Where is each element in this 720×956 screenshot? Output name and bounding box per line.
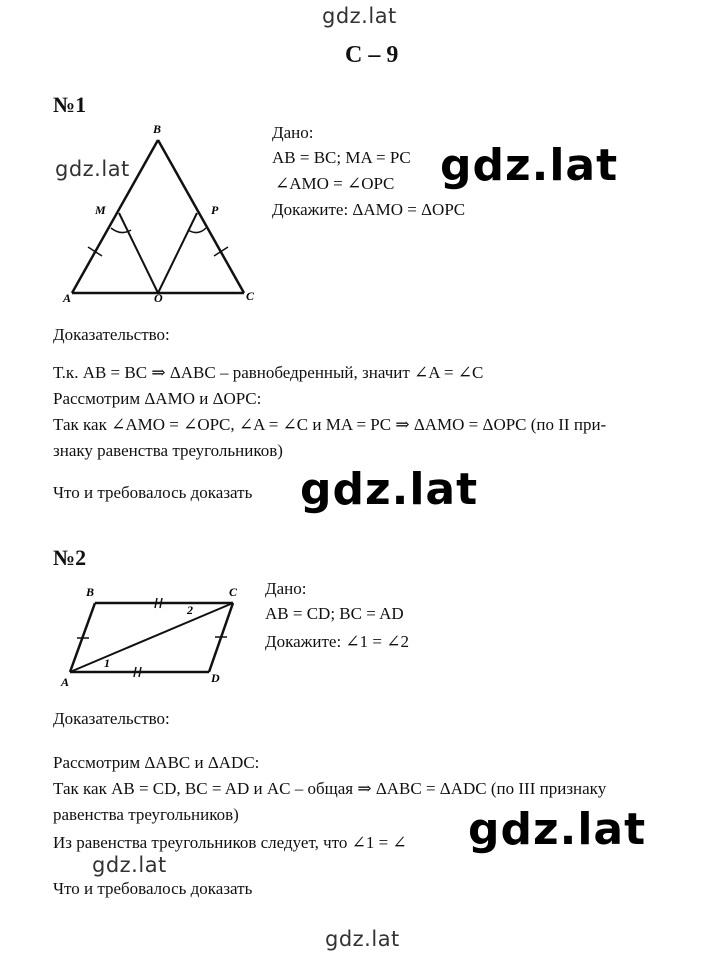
- fig1-label-c: C: [246, 289, 255, 303]
- fig2-label-angle1: 1: [104, 656, 110, 670]
- fig1-label-a: A: [63, 291, 72, 305]
- task1-proof-line4: знаку равенства треугольников): [53, 441, 283, 460]
- watermark-proof2-small: gdz.lat: [92, 853, 167, 877]
- task2-number: №2: [53, 545, 87, 570]
- task2-prove-line: Докажите: ∠1 = ∠2: [265, 632, 410, 651]
- task1-given-title: Дано:: [272, 123, 314, 142]
- fig2-label-c: C: [229, 585, 238, 599]
- fig2-label-b: B: [86, 585, 95, 599]
- task2-proof-line4: Из равенства треугольников следует, что ∠1 = ∠: [53, 833, 407, 852]
- task1-triangle-figure: [55, 118, 265, 310]
- page-heading: С – 9: [345, 42, 399, 68]
- watermark-bottom: gdz.lat: [325, 927, 400, 951]
- fig2-label-angle2: 2: [187, 603, 193, 617]
- task2-given-title: Дано:: [265, 579, 307, 598]
- task1-proof-title: Доказательство:: [53, 325, 170, 344]
- watermark-top: gdz.lat: [322, 4, 397, 28]
- task2-proof-line2: Так как AB = CD, BC = AD и AC – общая ⇒ ΔABC = ΔADC (по III признаку: [53, 779, 607, 798]
- task1-proof-line3: Так как ∠AMO = ∠OPC, ∠A = ∠C и MA = PC ⇒ ΔAMO = ΔOPC (по II при-: [53, 415, 607, 434]
- task2-proof-line1: Рассмотрим ΔABC и ΔADC:: [53, 753, 260, 772]
- watermark-proof2: gdz.lat: [468, 804, 647, 855]
- task1-conclusion: Что и требовалось доказать: [53, 483, 253, 502]
- task1-number: №1: [53, 92, 87, 117]
- task2-given-line1: AB = CD; BC = AD: [265, 604, 404, 623]
- task2-proof-title: Доказательство:: [53, 709, 170, 728]
- task1-given-line1: AB = BC; MA = PC: [272, 148, 411, 167]
- task2-proof-line3: равенства треугольников): [53, 805, 239, 824]
- watermark-proof1: gdz.lat: [300, 464, 479, 515]
- fig2-label-a: A: [61, 675, 70, 689]
- task1-prove-line: Докажите: ΔAMO = ΔOPC: [272, 200, 466, 219]
- task2-conclusion: Что и требовалось доказать: [53, 879, 253, 898]
- fig2-label-d: D: [211, 671, 220, 685]
- fig1-label-m: M: [95, 203, 106, 217]
- task1-given-line2: ∠AMO = ∠OPC: [275, 174, 395, 193]
- watermark-figure1: gdz.lat: [55, 157, 130, 181]
- fig1-label-o: O: [154, 291, 163, 305]
- task1-proof-line2: Рассмотрим ΔAMO и ΔOPC:: [53, 389, 262, 408]
- fig1-label-p: P: [211, 203, 219, 217]
- task1-proof-line1: Т.к. AB = BC ⇒ ΔABC – равнобедренный, значит ∠A = ∠C: [53, 363, 484, 382]
- fig1-label-b: B: [153, 122, 162, 136]
- task2-parallelogram-figure: [55, 580, 250, 690]
- watermark-given1: gdz.lat: [440, 140, 619, 191]
